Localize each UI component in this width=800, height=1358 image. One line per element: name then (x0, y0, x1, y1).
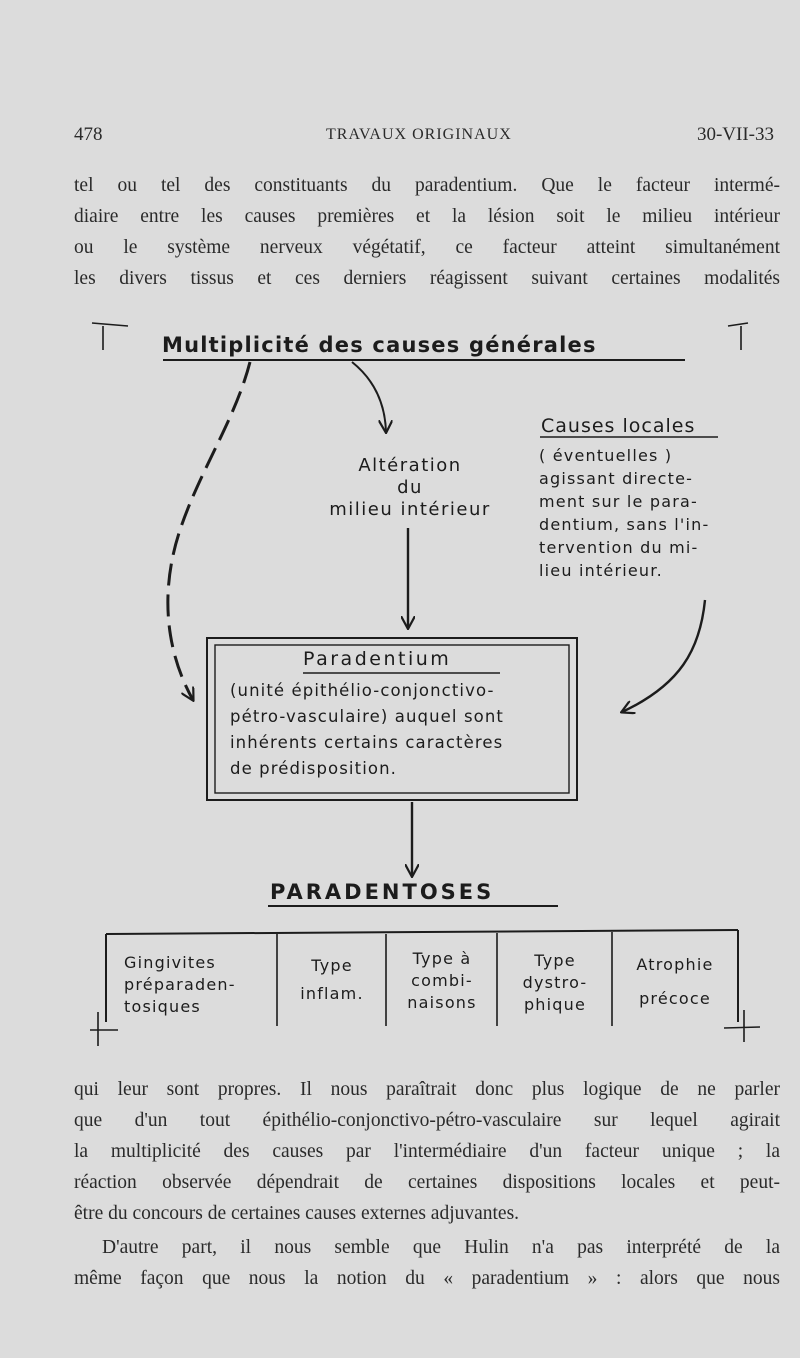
corner-mark-top-right (728, 323, 748, 350)
text-line: du (397, 477, 423, 498)
text-line: de prédisposition. (230, 759, 397, 778)
text-line: D'autre part, il nous semble que Hulin n'a pas interprété de la (102, 1237, 780, 1258)
arrow-causes-to-alteration (352, 362, 386, 432)
text-line: Altération (358, 455, 462, 476)
text-line: pétro-vasculaire) auquel sont (230, 707, 504, 726)
text-line: ment sur le para- (539, 492, 698, 511)
text-line: Type (311, 956, 353, 975)
local-causes-text (539, 444, 709, 582)
header-date: 30-VII-33 (696, 124, 774, 145)
text-line: lieu intérieur. (539, 561, 663, 580)
corner-mark-top-left (92, 323, 128, 350)
text-line: précoce (639, 989, 711, 1008)
running-title: TRAVAUX ORIGINAUX (326, 126, 512, 143)
text-line: milieu intérieur (329, 499, 491, 520)
text-line: inflam. (300, 984, 364, 1003)
text-line: ( éventuelles ) (539, 446, 673, 465)
corner-mark-bottom-left (90, 1012, 118, 1046)
text-line: dystro- (522, 973, 588, 992)
text-line: diaire entre les causes premières et la lésion soit le milieu intérieur (74, 206, 780, 227)
alteration-label (300, 455, 520, 521)
text-line: agissant directe- (539, 469, 694, 488)
text-line: les divers tissus et ces derniers réagissent suivant certaines modalités (74, 268, 780, 289)
text-line: dentium, sans l'in- (539, 515, 710, 534)
text-line: tervention du mi- (539, 538, 699, 557)
text-line: (unité épithélio-conjonctivo- (230, 681, 495, 700)
page-number: 478 (74, 124, 103, 145)
text-line: être du concours de certaines causes externes adjuvantes. (74, 1203, 520, 1224)
dotted-arrow-left (168, 362, 250, 700)
text-line: qui leur sont propres. Il nous paraîtrait donc plus logique de ne parler (74, 1079, 780, 1100)
paragraph-bottom (74, 1074, 780, 1229)
general-causes-label: Multiplicité des causes générales (162, 333, 597, 357)
text-line: même façon que nous la notion du « paradentium » : alors que nous (74, 1268, 780, 1289)
text-line: Type à (412, 949, 472, 968)
text-line: tosiques (124, 997, 201, 1016)
type-atrophie (614, 948, 736, 1016)
text-line: Atrophie (636, 955, 714, 974)
text-line: ou le système nerveux végétatif, ce facteur atteint simultanément (74, 237, 780, 258)
text-line: préparaden- (124, 975, 236, 994)
type-gingivites (124, 952, 236, 1018)
paradentium-title: Paradentium (303, 648, 452, 670)
type-combinaisons (388, 948, 496, 1014)
paradentium-text (230, 678, 504, 782)
text-line: naisons (407, 993, 477, 1012)
text-line: tel ou tel des constituants du paradentium. Que le facteur intermé- (74, 175, 780, 196)
text-line: Type (534, 951, 576, 970)
type-dystrophique (499, 950, 611, 1016)
text-line: la multiplicité des causes par l'intermédiaire d'un facteur unique ; la (74, 1141, 780, 1162)
text-line: que d'un tout épithélio-conjonctivo-pétro-vasculaire sur lequel agirait (74, 1110, 780, 1131)
text-line: combi- (411, 971, 473, 990)
text-line: Gingivites (124, 953, 216, 972)
types-top-rule (106, 930, 738, 934)
text-line: phique (523, 995, 587, 1014)
arrow-local-to-paradentium (622, 600, 705, 712)
type-inflam (279, 952, 385, 1008)
paragraph-last (74, 1232, 780, 1294)
text-line: inhérents certains caractères (230, 733, 504, 752)
paradentoses-label: PARADENTOSES (270, 880, 495, 904)
local-causes-title: Causes locales (541, 415, 696, 437)
text-line: réaction observée dépendrait de certaines dispositions locales et peut- (74, 1172, 780, 1193)
